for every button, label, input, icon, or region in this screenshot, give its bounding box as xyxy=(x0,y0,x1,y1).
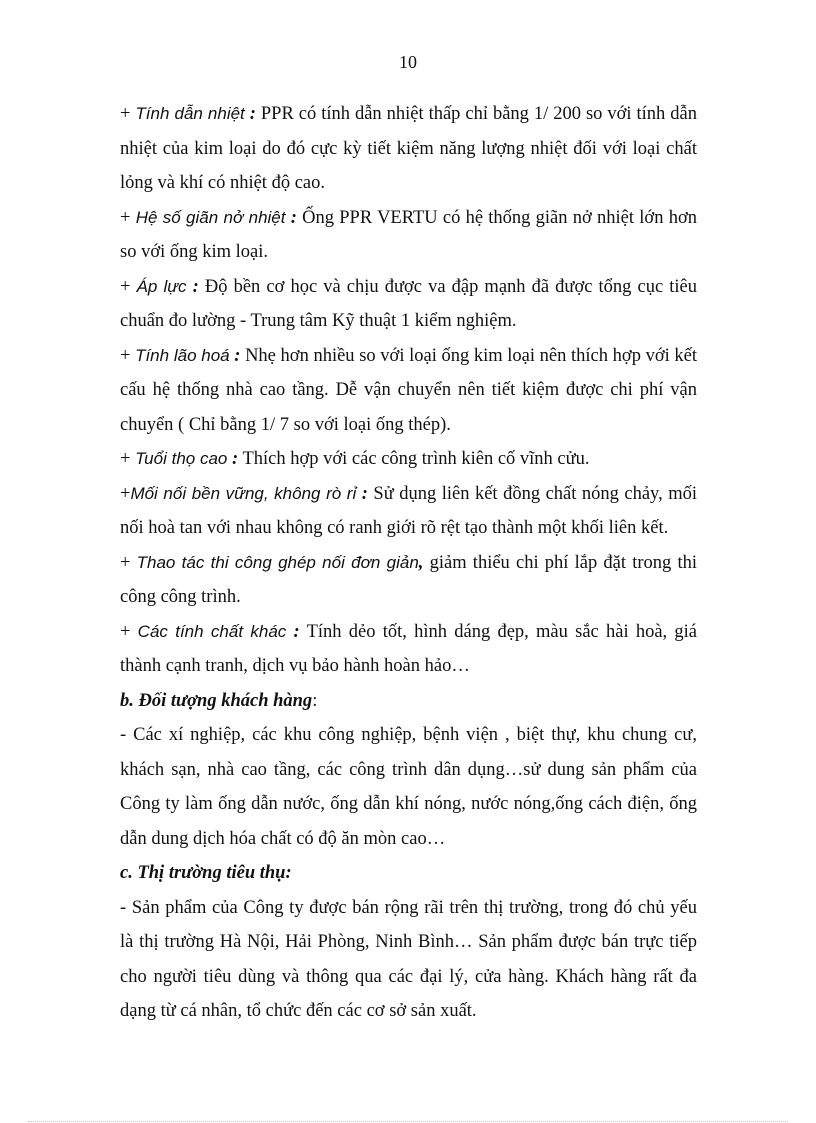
property-text: giảm thiểu chi phí lắp đặt trong thi công công trình. xyxy=(120,552,698,607)
property-joints xyxy=(120,477,697,546)
property-separator: , xyxy=(418,552,424,573)
property-prefix: + xyxy=(120,483,131,504)
section-b-heading: b. Đối tượng khách hàng xyxy=(120,690,313,711)
property-prefix: + xyxy=(120,621,138,642)
section-c-heading-line xyxy=(120,856,697,891)
property-prefix: + xyxy=(120,104,136,124)
property-separator: : xyxy=(286,621,300,642)
property-installation xyxy=(120,546,697,615)
property-prefix: + xyxy=(120,552,137,573)
property-text: Ống PPR VERTU có hệ thống giãn nở nhiệt lớn hơn so với ống kim loại. xyxy=(120,207,697,262)
property-label: Mối nối bền vững, không rò rỉ xyxy=(130,483,357,503)
section-b-text: - Các xí nghiệp, các khu công nghiệp, bệnh viện , biệt thự, khu chung cư, khách sạn, nhà cao tầng, các công trình dân dụng…sử dung sản phẩm của Công ty làm ống dẫn nước, ống dẫn khí nóng, nước nóng,ống cách điện, ống dẫn dung dịch hóa chất có độ ăn mòn cao… xyxy=(120,725,697,849)
property-text: Sử dụng liên kết đồng chất nóng chảy, mối nối hoà tan với nhau không có ranh giới rõ rệt tạo thành một khối liên kết. xyxy=(120,483,697,538)
section-c-text: - Sản phẩm của Công ty được bán rộng rãi trên thị trường, trong đó chủ yếu là thị trường Hà Nội, Hải Phòng, Ninh Bình… Sản phẩm được bán trực tiếp cho người tiêu dùng và thông qua các đại lý, cửa hàng. Khách hàng rất đa dạng từ cá nhân, tổ chức đến các cơ sở sản xuất. xyxy=(120,897,697,1021)
page-bottom-divider xyxy=(28,1121,788,1122)
property-thermal-conductivity xyxy=(120,97,697,201)
property-aging xyxy=(120,339,697,443)
property-label: Áp lực xyxy=(136,276,187,296)
property-label: Tuổi thọ cao xyxy=(135,449,228,468)
property-label: Tính dẫn nhiệt xyxy=(135,104,245,123)
property-separator: : xyxy=(356,483,368,504)
property-separator: : xyxy=(244,104,256,124)
property-text: Thích hợp với các công trình kiên cố vĩnh cửu. xyxy=(238,449,590,469)
property-separator: : xyxy=(227,449,239,469)
property-lifespan xyxy=(120,442,697,477)
property-prefix: + xyxy=(120,345,136,366)
property-label: Thao tác thi công ghép nối đơn giản xyxy=(136,552,419,572)
property-label: Các tính chất khác xyxy=(137,621,287,641)
property-label: Tính lão hoá xyxy=(135,345,230,365)
property-text: Độ bền cơ học và chịu được va đập mạnh đã được tổng cục tiêu chuẩn đo lường - Trung tâm Kỹ thuật 1 kiểm nghiệm. xyxy=(120,276,697,331)
property-separator: : xyxy=(186,276,199,297)
property-thermal-expansion xyxy=(120,201,697,270)
property-other xyxy=(120,615,697,684)
property-text: PPR có tính dẫn nhiệt thấp chỉ bằng 1/ 200 so với tính dẫn nhiệt của kim loại do đó cực kỳ tiết kiệm năng lượng nhiệt đối với loại chất lỏng và khí có nhiệt độ cao. xyxy=(120,104,697,193)
section-c-heading: c. Thị trường tiêu thụ: xyxy=(120,863,292,883)
property-prefix: + xyxy=(120,207,136,228)
property-label: Hệ số giãn nở nhiệt xyxy=(135,207,286,227)
property-separator: : xyxy=(285,207,297,228)
page-number: 10 xyxy=(399,52,417,72)
section-b-heading-line xyxy=(120,684,697,719)
section-b-heading-suffix: : xyxy=(312,690,318,711)
property-separator: : xyxy=(229,345,241,366)
property-text: Nhẹ hơn nhiều so với loại ống kim loại nên thích hợp với kết cấu hệ thống nhà cao tầng. Dễ vận chuyển nên tiết kiệm được chi phí vận chuyển ( Chỉ bằng 1/ 7 so với loại ống thép). xyxy=(120,345,697,435)
property-prefix: + xyxy=(120,276,137,297)
property-pressure xyxy=(120,270,697,339)
document-body xyxy=(120,97,697,1029)
property-prefix: + xyxy=(120,449,136,469)
property-text: Tính dẻo tốt, hình dáng đẹp, màu sắc hài hoà, giá thành cạnh tranh, dịch vụ bảo hành hoàn hảo… xyxy=(120,621,697,676)
